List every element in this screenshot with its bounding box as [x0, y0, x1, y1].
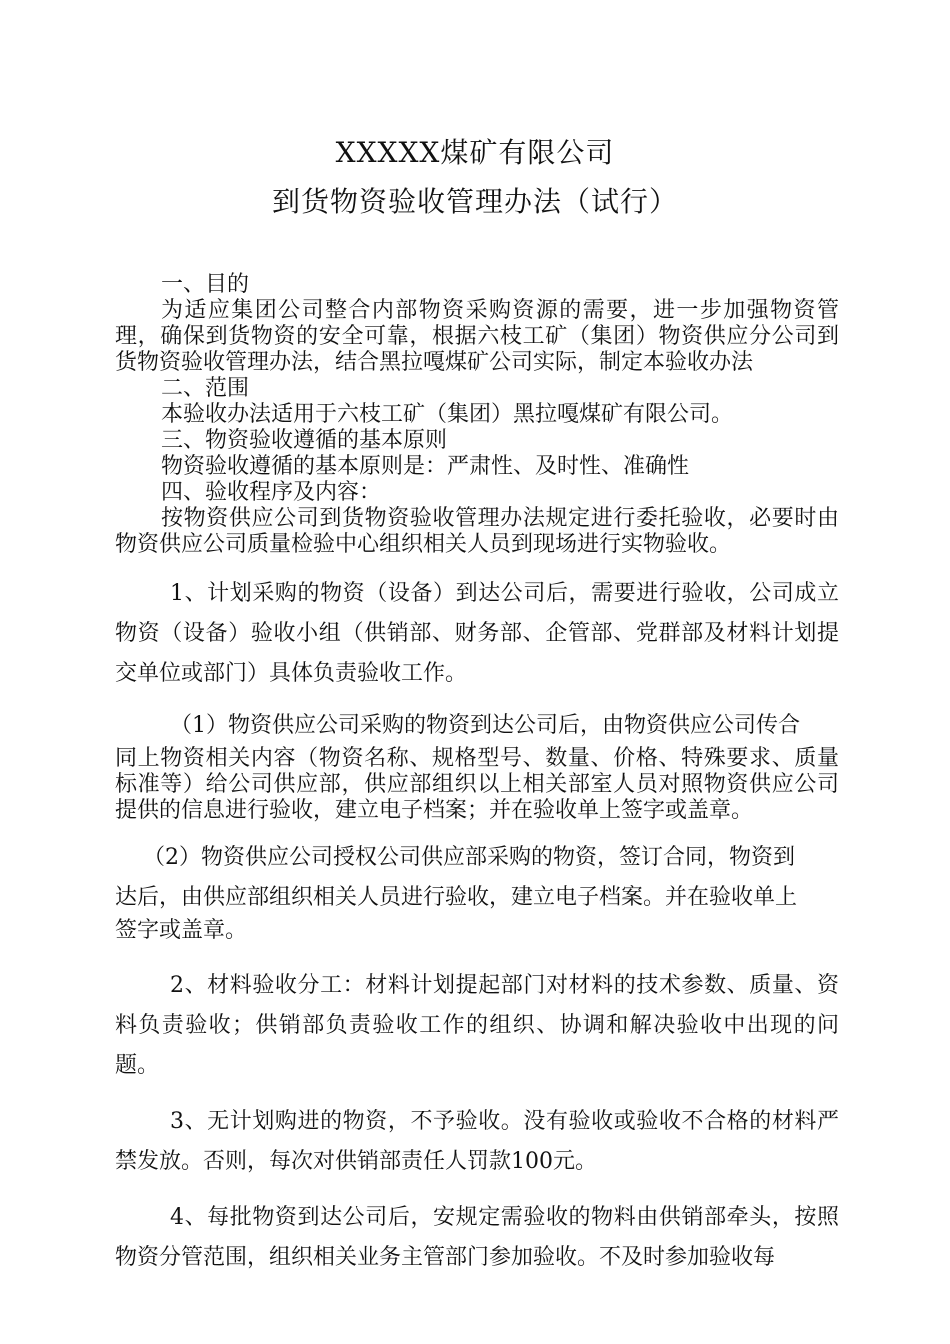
item-1-2-line-3: 签字或盖章。 [115, 918, 248, 943]
section-4-text: 按物资供应公司到货物资验收管理办法规定进行委托验收，必要时由物资供应公司质量检验中心组织相关人员到现场进行实物验收。 [115, 506, 839, 557]
document-body [115, 272, 839, 1278]
section-3-heading: 三、物资验收遵循的基本原则 [161, 428, 448, 453]
item-2: 2、材料验收分工：材料计划提起部门对材料的技术参数、质量、资料负责验收；供销部负责验收工作的组织、协调和解决验收中出现的问题。 [115, 973, 839, 1078]
item-4: 4、每批物资到达公司后，安规定需验收的物料由供销部牵头，按照物资分管范围，组织相关业务主管部门参加验收。不及时参加验收每 [115, 1205, 839, 1270]
section-4-heading: 四、验收程序及内容： [161, 480, 382, 505]
section-3-text: 物资验收遵循的基本原则是：严肃性、及时性、准确性 [161, 454, 690, 479]
document-title-company: XXXXX煤矿有限公司 [335, 136, 615, 169]
item-1-1-first-line: （1）物资供应公司采购的物资到达公司后，由物资供应公司传合 [170, 713, 800, 738]
item-1: 1、计划采购的物资（设备）到达公司后，需要进行验收，公司成立物资（设备）验收小组（供销部、财务部、企管部、党群部及材料计划提交单位或部门）具体负责验收工作。 [115, 581, 839, 686]
section-2-text: 本验收办法适用于六枝工矿（集团）黑拉嘎煤矿有限公司。 [161, 402, 734, 427]
section-1-text: 为适应集团公司整合内部物资采购资源的需要，进一步加强物资管理，确保到货物资的安全可靠，根据六枝工矿（集团）物资供应分公司到货物资验收管理办法，结合黑拉嘎煤矿公司实际，制定本验收办法 [115, 298, 839, 375]
item-1-2-line-2: 达后，由供应部组织相关人员进行验收，建立电子档案。并在验收单上 [115, 885, 798, 910]
item-1-2-line-1: （2）物资供应公司授权公司供应部采购的物资，签订合同，物资到 [143, 845, 795, 870]
item-1-1-rest: 同上物资相关内容（物资名称、规格型号、数量、价格、特殊要求、质量标准等）给公司供应部，供应部组织以上相关部室人员对照物资供应公司提供的信息进行验收，建立电子档案；并在验收单上签字或盖章。 [115, 746, 839, 823]
item-3: 3、无计划购进的物资，不予验收。没有验收或验收不合格的材料严禁发放。否则，每次对供销部责任人罚款100元。 [115, 1109, 839, 1174]
section-2-heading: 二、范围 [161, 376, 250, 401]
document-title: 到货物资验收管理办法（试行） [271, 185, 678, 218]
section-1-heading: 一、目的 [161, 272, 250, 297]
